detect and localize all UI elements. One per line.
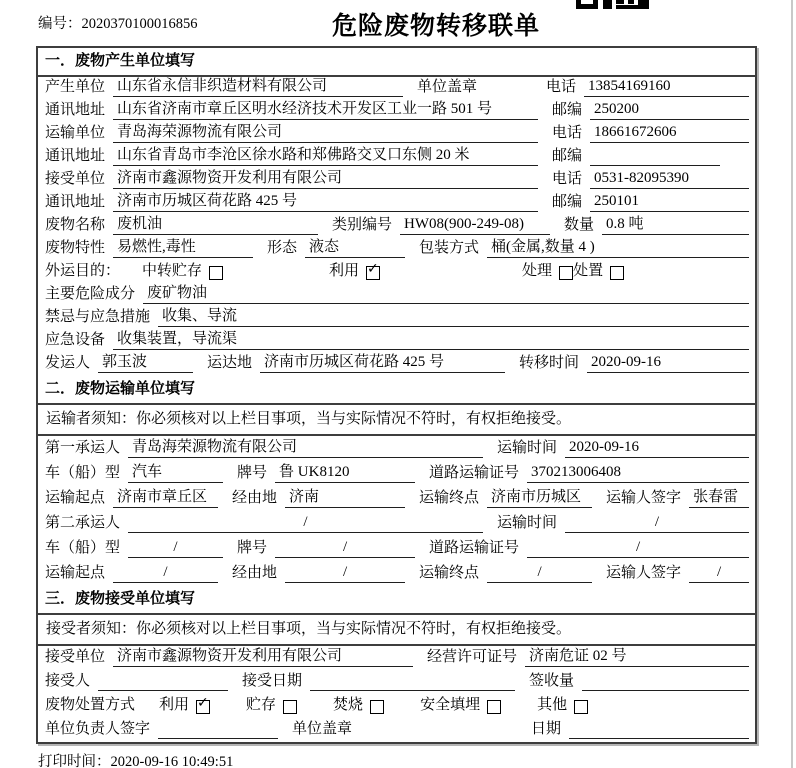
transporter-unit-label: 运输单位 bbox=[45, 125, 106, 141]
purpose-utilize bbox=[329, 262, 380, 281]
purpose-dispose bbox=[573, 262, 624, 281]
emergency-measures-label: 禁忌与应急措施 bbox=[45, 309, 151, 325]
road-permit-1-value: 370213006408 bbox=[527, 463, 749, 483]
receiver-address bbox=[45, 192, 538, 212]
manifest-form bbox=[36, 46, 757, 744]
section-waste-transporter bbox=[38, 376, 755, 586]
generator-phone-value: 13854169160 bbox=[584, 77, 749, 97]
outbound-purpose-label: 外运目的： bbox=[45, 263, 121, 279]
responsible-signature-label: 单位负责人签字 bbox=[45, 721, 151, 737]
origin-1 bbox=[45, 488, 218, 508]
waste-characteristics-label: 废物特性 bbox=[45, 240, 106, 256]
form-row bbox=[38, 192, 755, 215]
print-time-label: 打印时间： bbox=[38, 754, 111, 768]
vehicle-type-1-label: 车（船）型 bbox=[45, 465, 121, 481]
packaging bbox=[419, 238, 749, 258]
transporter-postcode-value bbox=[590, 147, 720, 166]
acceptor-person bbox=[45, 672, 228, 691]
form-row bbox=[38, 353, 755, 376]
second-carrier-value: / bbox=[128, 513, 483, 533]
consignor-label: 发运人 bbox=[45, 355, 91, 371]
disposal-landfill bbox=[420, 696, 501, 715]
transporter-address bbox=[45, 146, 538, 166]
checkbox-checked bbox=[366, 261, 380, 280]
checkbox-unchecked bbox=[283, 700, 297, 714]
vehicle-type-2 bbox=[45, 538, 223, 558]
form-row bbox=[38, 284, 755, 307]
receiver-address-value: 济南市历城区荷花路 425 号 bbox=[113, 192, 538, 212]
destination-label: 运达地 bbox=[207, 355, 253, 371]
generator-postcode bbox=[552, 100, 749, 120]
first-carrier bbox=[45, 438, 483, 458]
vehicle-type-2-value: / bbox=[128, 538, 223, 558]
disposal-storage bbox=[246, 696, 297, 715]
receiver-phone-label: 电话 bbox=[552, 171, 583, 187]
via-2-value: / bbox=[285, 563, 405, 583]
origin-2-value: / bbox=[113, 563, 218, 583]
consignor bbox=[45, 353, 193, 373]
transporter-address-value: 山东省青岛市李沧区徐水路和郑佛路交叉口东侧 20 米 bbox=[113, 146, 538, 166]
via-1-value: 济南 bbox=[285, 488, 405, 508]
packaging-label: 包装方式 bbox=[419, 240, 480, 256]
transport-date-2-value: / bbox=[565, 513, 749, 533]
section-title: 一．废物产生单位填写 bbox=[38, 48, 755, 77]
transfer-date bbox=[519, 353, 749, 373]
qr-code-fragment-icon bbox=[576, 0, 654, 9]
license-number-label: 经营许可证号 bbox=[427, 649, 518, 665]
notice-text: 运输者须知：你必须核对以上栏目事项，当与实际情况不符时，有权拒绝接受。 bbox=[38, 405, 755, 436]
road-permit-1 bbox=[429, 463, 749, 483]
sign-date bbox=[531, 720, 749, 739]
form-row bbox=[38, 536, 755, 561]
vehicle-type-1-value: 汽车 bbox=[128, 463, 223, 483]
quantity bbox=[564, 215, 749, 235]
transporter-phone-label: 电话 bbox=[552, 125, 583, 141]
receiver-postcode-label: 邮编 bbox=[552, 194, 583, 210]
license-number-value: 济南危证 02 号 bbox=[525, 647, 749, 667]
receiver-address-label: 通讯地址 bbox=[45, 194, 106, 210]
purpose-utilize-label: 利用 bbox=[329, 263, 360, 279]
page-edge-line bbox=[791, 0, 793, 768]
vehicle-type-1 bbox=[45, 463, 223, 483]
generator-unit-label: 产生单位 bbox=[45, 79, 106, 95]
consignor-value: 郭玉波 bbox=[98, 353, 193, 373]
first-carrier-label: 第一承运人 bbox=[45, 440, 121, 456]
received-quantity bbox=[529, 672, 749, 691]
vehicle-type-2-label: 车（船）型 bbox=[45, 540, 121, 556]
disposal-utilize bbox=[159, 696, 210, 715]
form-row bbox=[38, 215, 755, 238]
section-waste-generator bbox=[38, 48, 755, 376]
section-title: 三．废物接受单位填写 bbox=[38, 586, 755, 615]
carrier-signature-1 bbox=[606, 488, 749, 508]
origin-1-label: 运输起点 bbox=[45, 490, 106, 506]
check-icon: ✓ bbox=[367, 261, 379, 277]
sign-date-label: 日期 bbox=[531, 721, 562, 737]
generator-phone-label: 电话 bbox=[546, 79, 577, 95]
purpose-transfer-storage bbox=[142, 262, 223, 281]
terminus-1 bbox=[419, 488, 592, 508]
form-row bbox=[38, 436, 755, 461]
form-row bbox=[38, 77, 755, 100]
generator-unit bbox=[45, 77, 403, 97]
category-code-value: HW08(900-249-08) bbox=[400, 215, 550, 235]
main-hazard-label: 主要危险成分 bbox=[45, 286, 136, 302]
transfer-date-label: 转移时间 bbox=[519, 355, 580, 371]
acceptor-unit bbox=[45, 647, 413, 667]
receiver-unit-value: 济南市鑫源物资开发利用有限公司 bbox=[113, 169, 538, 189]
plate-number-2 bbox=[237, 538, 415, 558]
print-time bbox=[38, 750, 233, 768]
form-row bbox=[38, 670, 755, 694]
transporter-phone bbox=[552, 123, 749, 143]
carrier-signature-2-label: 运输人签字 bbox=[606, 565, 682, 581]
checkbox-unchecked bbox=[574, 700, 588, 714]
road-permit-2-value: / bbox=[527, 538, 749, 558]
generator-address bbox=[45, 100, 538, 120]
via-2-label: 经由地 bbox=[232, 565, 278, 581]
form-row bbox=[38, 146, 755, 169]
purpose-dispose-label: 处置 bbox=[573, 263, 604, 279]
receiver-unit-label: 接受单位 bbox=[45, 171, 106, 187]
print-time-value: 2020-09-16 10:49:51 bbox=[110, 754, 234, 768]
plate-number-1 bbox=[237, 463, 415, 483]
physical-form-value: 液态 bbox=[305, 238, 405, 258]
via-1 bbox=[232, 488, 405, 508]
disposal-method-label: 废物处置方式 bbox=[45, 697, 136, 713]
second-carrier-label: 第二承运人 bbox=[45, 515, 121, 531]
terminus-1-label: 运输终点 bbox=[419, 490, 480, 506]
first-carrier-value: 青岛海荣源物流有限公司 bbox=[128, 438, 483, 458]
form-row bbox=[38, 561, 755, 586]
quantity-value: 0.8 吨 bbox=[602, 215, 749, 235]
checkbox-unchecked bbox=[610, 266, 624, 280]
quantity-label: 数量 bbox=[564, 217, 595, 233]
physical-form bbox=[267, 238, 405, 258]
serial-number bbox=[38, 12, 198, 33]
disposal-other bbox=[537, 696, 588, 715]
category-code bbox=[332, 215, 550, 235]
transporter-postcode-label: 邮编 bbox=[552, 148, 583, 164]
generator-address-label: 通讯地址 bbox=[45, 102, 106, 118]
via-2 bbox=[232, 563, 405, 583]
packaging-value: 桶(金属,数量 4 ) bbox=[487, 238, 749, 258]
sign-date-value bbox=[569, 720, 749, 739]
license-number bbox=[427, 647, 749, 667]
acceptor-person-value bbox=[98, 672, 228, 691]
checkbox-unchecked bbox=[487, 700, 501, 714]
form-row bbox=[38, 486, 755, 511]
main-hazard-value: 废矿物油 bbox=[143, 284, 749, 304]
form-row bbox=[38, 307, 755, 330]
form-row bbox=[38, 330, 755, 353]
disposal-incinerate-label: 焚烧 bbox=[333, 697, 364, 713]
waste-name bbox=[45, 215, 318, 235]
disposal-utilize-label: 利用 bbox=[159, 697, 190, 713]
destination-value: 济南市历城区荷花路 425 号 bbox=[260, 353, 505, 373]
unit-seal-label: 单位盖章 bbox=[417, 79, 478, 95]
origin-2-label: 运输起点 bbox=[45, 565, 106, 581]
checkbox-unchecked bbox=[559, 266, 573, 280]
accept-date-label: 接受日期 bbox=[242, 673, 303, 689]
form-row bbox=[38, 511, 755, 536]
category-code-label: 类别编号 bbox=[332, 217, 393, 233]
carrier-signature-1-value: 张春雷 bbox=[689, 488, 749, 508]
emergency-measures bbox=[45, 307, 749, 327]
form-row bbox=[38, 238, 755, 261]
form-row bbox=[38, 718, 755, 742]
transporter-unit-value: 青岛海荣源物流有限公司 bbox=[113, 123, 538, 143]
transport-date-2-label: 运输时间 bbox=[497, 515, 558, 531]
acceptor-person-label: 接受人 bbox=[45, 673, 91, 689]
accept-date-value bbox=[310, 672, 515, 691]
section-title: 二．废物运输单位填写 bbox=[38, 376, 755, 405]
checkbox-unchecked bbox=[209, 266, 223, 280]
form-row bbox=[38, 694, 755, 718]
page-title: 危险废物转移联单 bbox=[332, 13, 541, 40]
checkbox-checked bbox=[196, 695, 210, 714]
serial-value: 2020370100016856 bbox=[81, 16, 198, 32]
plate-number-2-label: 牌号 bbox=[237, 540, 268, 556]
accept-date bbox=[242, 672, 515, 691]
responsible-signature bbox=[45, 720, 278, 739]
acceptor-unit-label: 接受单位 bbox=[45, 649, 106, 665]
destination bbox=[207, 353, 505, 373]
form-row bbox=[38, 169, 755, 192]
plate-number-1-value: 鲁 UK8120 bbox=[275, 463, 415, 483]
road-permit-2 bbox=[429, 538, 749, 558]
receiver-phone bbox=[552, 169, 749, 189]
waste-name-value: 废机油 bbox=[113, 215, 318, 235]
emergency-equipment-label: 应急设备 bbox=[45, 332, 106, 348]
responsible-signature-value bbox=[158, 720, 278, 739]
road-permit-1-label: 道路运输证号 bbox=[429, 465, 520, 481]
generator-address-value: 山东省济南市章丘区明水经济技术开发区工业一路 501 号 bbox=[113, 100, 538, 120]
generator-postcode-label: 邮编 bbox=[552, 102, 583, 118]
transport-date-1 bbox=[497, 438, 749, 458]
generator-postcode-value: 250200 bbox=[590, 100, 749, 120]
road-permit-2-label: 道路运输证号 bbox=[429, 540, 520, 556]
purpose-treat bbox=[522, 262, 573, 281]
generator-phone bbox=[546, 77, 749, 97]
terminus-2 bbox=[419, 563, 592, 583]
waste-characteristics-value: 易燃性,毒性 bbox=[113, 238, 253, 258]
carrier-signature-2 bbox=[606, 563, 749, 583]
receiver-postcode bbox=[552, 192, 749, 212]
origin-1-value: 济南市章丘区 bbox=[113, 488, 218, 508]
form-row bbox=[38, 461, 755, 486]
disposal-storage-label: 贮存 bbox=[246, 697, 277, 713]
serial-label: 编号： bbox=[38, 16, 82, 32]
form-row bbox=[38, 646, 755, 670]
main-hazard bbox=[45, 284, 749, 304]
disposal-landfill-label: 安全填埋 bbox=[420, 697, 481, 713]
emergency-equipment bbox=[45, 330, 749, 350]
section-waste-acceptor bbox=[38, 586, 755, 742]
transporter-postcode bbox=[552, 147, 720, 166]
transfer-date-value: 2020-09-16 bbox=[587, 353, 749, 373]
receiver-unit bbox=[45, 169, 538, 189]
carrier-signature-2-value: / bbox=[689, 563, 749, 583]
physical-form-label: 形态 bbox=[267, 240, 298, 256]
transporter-unit bbox=[45, 123, 538, 143]
checkbox-unchecked bbox=[370, 700, 384, 714]
received-quantity-value bbox=[582, 672, 749, 691]
transport-date-2 bbox=[497, 513, 749, 533]
check-icon: ✓ bbox=[197, 695, 209, 711]
form-row bbox=[38, 261, 755, 284]
disposal-other-label: 其他 bbox=[537, 697, 568, 713]
purpose-treat-label: 处理 bbox=[522, 263, 553, 279]
unit-seal-2-label: 单位盖章 bbox=[292, 721, 353, 737]
transporter-address-label: 通讯地址 bbox=[45, 148, 106, 164]
transporter-phone-value: 18661672606 bbox=[590, 123, 749, 143]
plate-number-2-value: / bbox=[275, 538, 415, 558]
terminus-2-value: / bbox=[487, 563, 592, 583]
carrier-signature-1-label: 运输人签字 bbox=[606, 490, 682, 506]
plate-number-1-label: 牌号 bbox=[237, 465, 268, 481]
second-carrier bbox=[45, 513, 483, 533]
received-quantity-label: 签收量 bbox=[529, 673, 575, 689]
acceptor-unit-value: 济南市鑫源物资开发利用有限公司 bbox=[113, 647, 413, 667]
emergency-measures-value: 收集、导流 bbox=[158, 307, 749, 327]
waste-name-label: 废物名称 bbox=[45, 217, 106, 233]
waste-characteristics bbox=[45, 238, 253, 258]
transport-date-1-value: 2020-09-16 bbox=[565, 438, 749, 458]
generator-unit-value: 山东省永信非织造材料有限公司 bbox=[113, 77, 403, 97]
form-row bbox=[38, 100, 755, 123]
form-row bbox=[38, 123, 755, 146]
terminus-2-label: 运输终点 bbox=[419, 565, 480, 581]
emergency-equipment-value: 收集装置，导流渠 bbox=[113, 330, 749, 350]
origin-2 bbox=[45, 563, 218, 583]
disposal-incinerate bbox=[333, 696, 384, 715]
purpose-transfer-storage-label: 中转贮存 bbox=[142, 263, 203, 279]
notice-text: 接受者须知：你必须核对以上栏目事项，当与实际情况不符时，有权拒绝接受。 bbox=[38, 615, 755, 646]
via-1-label: 经由地 bbox=[232, 490, 278, 506]
terminus-1-value: 济南市历城区 bbox=[487, 488, 592, 508]
receiver-postcode-value: 250101 bbox=[590, 192, 749, 212]
receiver-phone-value: 0531-82095390 bbox=[590, 169, 749, 189]
transport-date-1-label: 运输时间 bbox=[497, 440, 558, 456]
